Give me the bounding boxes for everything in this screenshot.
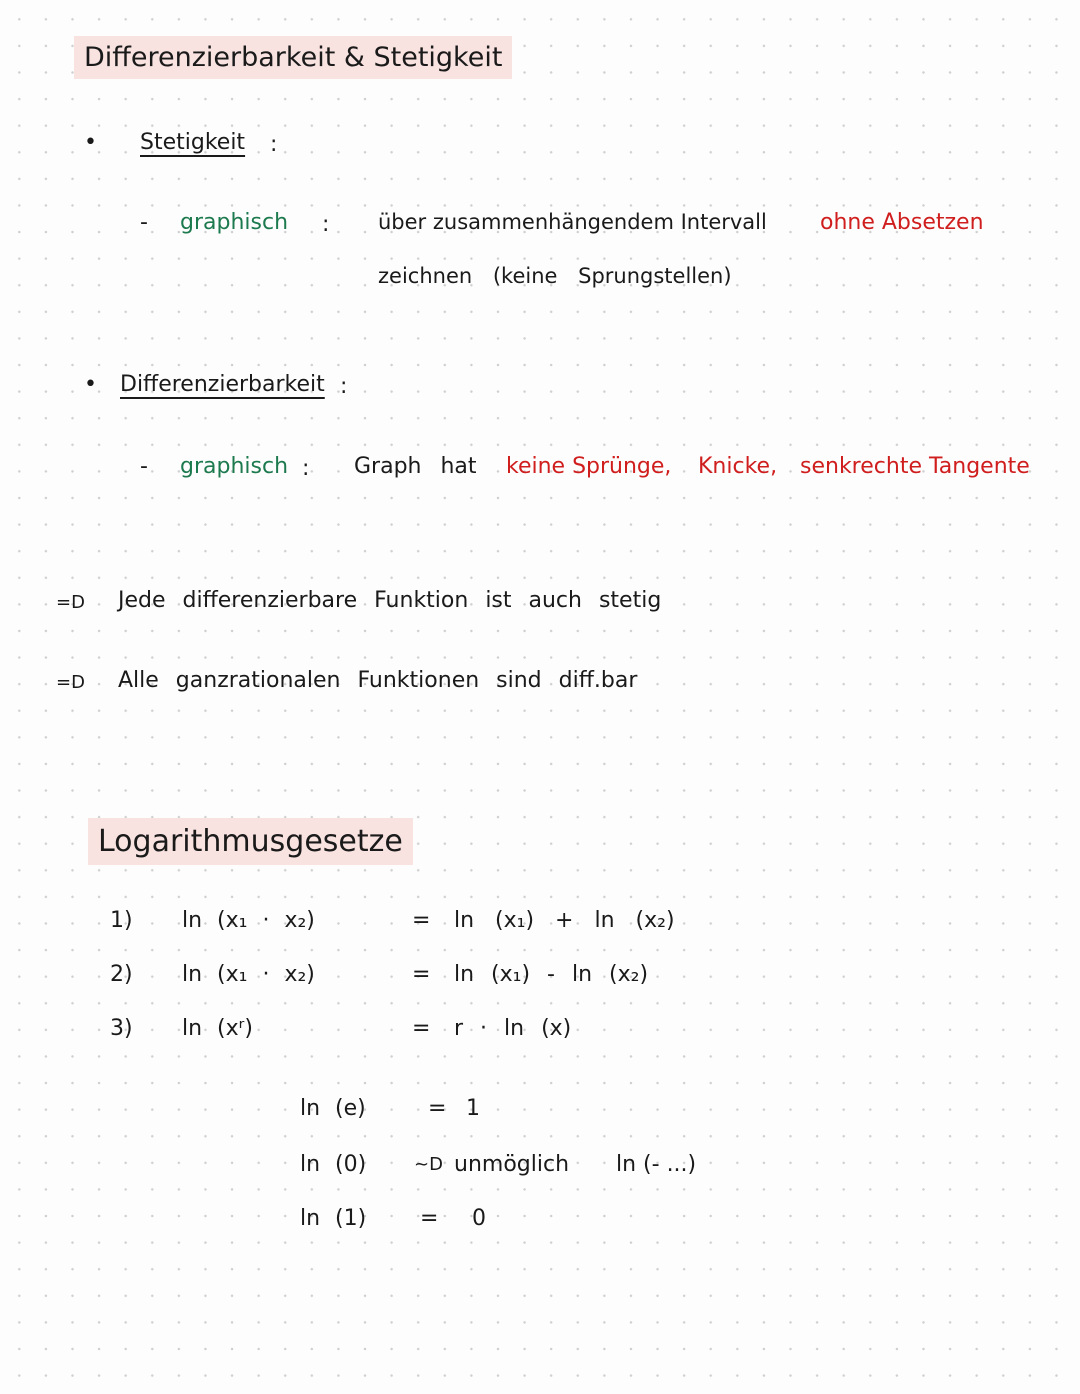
special-rhs: unmöglich: [454, 1152, 570, 1177]
bullet: •: [84, 130, 97, 155]
law-rhs: r · ln (x): [454, 1016, 572, 1041]
graphisch-label: graphisch: [180, 454, 289, 479]
equals: =: [420, 1206, 439, 1231]
law-lhs: ln (xʳ): [182, 1016, 253, 1041]
implies-arrow: =D: [56, 592, 85, 613]
heading-differenzierbarkeit: Differenzierbarkeit: [120, 372, 325, 397]
dash: -: [140, 210, 148, 235]
law-lhs: ln (x₁ · x₂): [182, 908, 315, 933]
law-number: 1): [110, 908, 133, 933]
red-senkrechte-tangente: senkrechte Tangente: [800, 454, 1030, 479]
colon: :: [302, 456, 310, 481]
special-lhs: ln (0): [300, 1152, 367, 1177]
title-logarithmusgesetze: Logarithmusgesetze: [88, 818, 413, 865]
equals: =: [428, 1096, 447, 1121]
colon: :: [340, 374, 348, 399]
special-lhs: ln (1): [300, 1206, 367, 1231]
colon: :: [322, 212, 330, 237]
law-number: 3): [110, 1016, 133, 1041]
conclusion-1: Jede differenzierbare Funktion ist auch stetig: [118, 588, 662, 613]
title-differenzierbarkeit-stetigkeit: Differenzierbarkeit & Stetigkeit: [74, 36, 512, 79]
special-rhs: 1: [466, 1096, 480, 1121]
law-rhs: ln (x₁) + ln (x₂): [454, 908, 675, 933]
bullet: •: [84, 372, 97, 397]
red-knicke: Knicke,: [698, 454, 778, 479]
equals: =: [412, 908, 431, 933]
differenzierbarkeit-description: Graph hat: [354, 454, 477, 479]
implies-arrow: =D: [56, 672, 85, 693]
equals: =: [412, 1016, 431, 1041]
special-extra: ln (- ...): [616, 1152, 697, 1177]
law-lhs: ln (x₁ · x₂): [182, 962, 315, 987]
dash: -: [140, 454, 148, 479]
special-lhs: ln (e): [300, 1096, 366, 1121]
equals: =: [412, 962, 431, 987]
red-keine-spruenge: keine Sprünge,: [506, 454, 672, 479]
heading-stetigkeit: Stetigkeit: [140, 130, 246, 155]
law-number: 2): [110, 962, 133, 987]
conclusion-2: Alle ganzrationalen Funktionen sind diff.bar: [118, 668, 638, 693]
law-rhs: ln (x₁) - ln (x₂): [454, 962, 649, 987]
special-rhs: 0: [472, 1206, 486, 1231]
stetigkeit-description-2: zeichnen (keine Sprungstellen): [378, 264, 732, 288]
stetigkeit-description: über zusammenhängendem Intervall: [378, 210, 767, 234]
colon: :: [270, 132, 278, 157]
stetigkeit-red-text: ohne Absetzen: [820, 210, 984, 235]
graphisch-label: graphisch: [180, 210, 289, 235]
leads-to-arrow: ~D: [414, 1154, 443, 1175]
